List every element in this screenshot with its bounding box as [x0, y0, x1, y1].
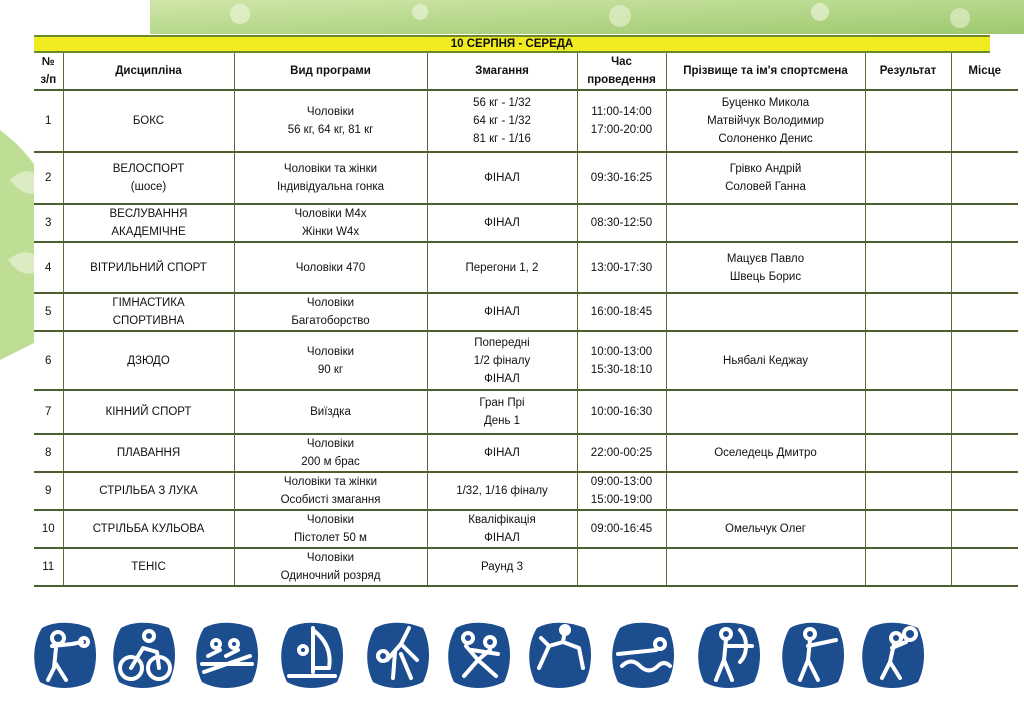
- cell-line: Буценко Микола: [721, 97, 810, 109]
- time-cell: [577, 152, 666, 204]
- athletes-cell: [666, 242, 865, 293]
- cell-line: Чоловіки: [306, 438, 355, 450]
- column-header: Час проведення: [577, 53, 666, 90]
- schedule-sheet: [34, 35, 1002, 587]
- event-cell: [427, 331, 577, 390]
- event-cell: [427, 242, 577, 293]
- event-cell: [427, 90, 577, 152]
- discipline-cell: [63, 293, 234, 331]
- time-cell: [577, 472, 666, 510]
- sailing-icon: [279, 620, 345, 690]
- time-cell: [577, 510, 666, 548]
- table-row: [34, 293, 1018, 331]
- cell-line: Ньябалі Кеджау: [723, 354, 808, 367]
- discipline-cell: [63, 390, 234, 434]
- event-cell: [427, 472, 577, 510]
- program-cell: [234, 472, 427, 510]
- result-cell: [865, 242, 951, 293]
- cell-line: Солоненко Денис: [718, 133, 813, 145]
- place-cell: [951, 293, 1018, 331]
- cell-line: Пістолет 50 м: [294, 532, 367, 544]
- result-cell: [865, 548, 951, 586]
- cell-line: 13:00-17:30: [590, 261, 653, 274]
- time-cell: [577, 548, 666, 586]
- time-cell: [577, 242, 666, 293]
- row-number: 4: [34, 242, 63, 293]
- event-cell: [427, 293, 577, 331]
- cell-line: 81 кг - 1/16: [473, 133, 531, 145]
- row-number: 1: [34, 90, 63, 152]
- cell-line: ТЕНІС: [131, 561, 166, 573]
- cell-line: ВЕЛОСПОРТ: [112, 163, 185, 175]
- cell-line: ФІНАЛ: [484, 217, 520, 229]
- time-cell: [577, 293, 666, 331]
- place-cell: [951, 434, 1018, 472]
- place-cell: [951, 90, 1018, 152]
- program-cell: [234, 331, 427, 390]
- cell-line: ВІТРИЛЬНИЙ СПОРТ: [90, 261, 207, 274]
- table-row: [34, 204, 1018, 242]
- cell-line: Виїздка: [310, 406, 351, 418]
- cell-line: СПОРТИВНА: [112, 315, 185, 327]
- table-row: [34, 152, 1018, 204]
- cell-line: Соловей Ганна: [725, 181, 806, 193]
- column-header: Дисципліна: [63, 53, 234, 90]
- result-cell: [865, 434, 951, 472]
- row-number: 5: [34, 293, 63, 331]
- cell-line: Чоловіки 470: [295, 261, 366, 274]
- cell-line: 15:00-19:00: [590, 494, 653, 506]
- program-cell: [234, 390, 427, 434]
- athletes-cell: [666, 204, 865, 242]
- cell-line: Одиночний розряд: [280, 570, 381, 582]
- place-cell: [951, 510, 1018, 548]
- cell-line: 56 кг, 64 кг, 81 кг: [287, 124, 374, 136]
- discipline-cell: [63, 204, 234, 242]
- table-row: [34, 548, 1018, 586]
- discipline-cell: [63, 90, 234, 152]
- event-cell: [427, 152, 577, 204]
- equestrian-icon: [527, 620, 593, 690]
- athletes-cell: [666, 434, 865, 472]
- cell-line: 56 кг - 1/32: [473, 97, 531, 109]
- table-row: [34, 472, 1018, 510]
- place-cell: [951, 204, 1018, 242]
- athletes-cell: [666, 390, 865, 434]
- cell-line: Швець Борис: [729, 270, 802, 283]
- result-cell: [865, 472, 951, 510]
- result-cell: [865, 293, 951, 331]
- cell-line: СТРІЛЬБА КУЛЬОВА: [92, 523, 205, 535]
- place-cell: [951, 242, 1018, 293]
- result-cell: [865, 510, 951, 548]
- athletes-cell: [666, 152, 865, 204]
- time-cell: [577, 331, 666, 390]
- cell-line: Чоловіки: [306, 297, 355, 309]
- result-cell: [865, 331, 951, 390]
- program-cell: [234, 510, 427, 548]
- cell-line: ФІНАЛ: [484, 172, 520, 184]
- cell-line: 17:00-20:00: [590, 124, 653, 136]
- table-row: [34, 390, 1018, 434]
- cell-line: ФІНАЛ: [484, 306, 520, 318]
- time-cell: [577, 90, 666, 152]
- cell-line: ГІМНАСТИКА: [112, 297, 185, 309]
- cell-line: ФІНАЛ: [484, 447, 520, 459]
- cell-line: 90 кг: [317, 363, 344, 376]
- archery-icon: [696, 620, 762, 690]
- cell-line: Чоловіки М4х: [294, 208, 367, 220]
- discipline-cell: [63, 242, 234, 293]
- program-cell: [234, 434, 427, 472]
- cell-line: День 1: [483, 415, 521, 427]
- time-cell: [577, 434, 666, 472]
- program-cell: [234, 293, 427, 331]
- schedule-table: [34, 53, 1018, 587]
- column-header: Вид програми: [234, 53, 427, 90]
- cell-line: 1/32, 1/16 фіналу: [456, 485, 548, 497]
- cell-line: Гран Прі: [479, 397, 525, 409]
- judo-icon: [446, 620, 512, 690]
- event-cell: [427, 390, 577, 434]
- cell-line: Чоловіки та жінки: [283, 163, 378, 175]
- discipline-cell: [63, 548, 234, 586]
- cell-line: Чоловіки: [306, 106, 355, 118]
- table-row: [34, 90, 1018, 152]
- program-cell: [234, 204, 427, 242]
- cell-line: Матвійчук Володимир: [707, 115, 824, 127]
- row-number: 6: [34, 331, 63, 390]
- place-cell: [951, 331, 1018, 390]
- event-cell: [427, 434, 577, 472]
- cell-line: Індивідуальна гонка: [276, 181, 385, 193]
- place-cell: [951, 472, 1018, 510]
- cell-line: 1/2 фіналу: [473, 354, 531, 367]
- cell-line: Чоловіки: [306, 345, 355, 358]
- result-cell: [865, 390, 951, 434]
- cell-line: Кваліфікація: [468, 514, 536, 526]
- table-row: [34, 434, 1018, 472]
- cell-line: 200 м брас: [301, 456, 360, 468]
- program-cell: [234, 242, 427, 293]
- cell-line: АКАДЕМІЧНЕ: [111, 226, 186, 238]
- cell-line: Мацуєв Павло: [726, 252, 805, 265]
- cell-line: ПЛАВАННЯ: [116, 447, 181, 459]
- table-header-row: [34, 53, 1018, 90]
- place-cell: [951, 548, 1018, 586]
- column-header: Прізвище та ім'я спортсмена: [666, 53, 865, 90]
- cell-line: Чоловіки: [306, 514, 355, 526]
- discipline-cell: [63, 434, 234, 472]
- date-header: 10 СЕРПНЯ - СЕРЕДА: [34, 35, 990, 53]
- athletes-cell: [666, 293, 865, 331]
- place-cell: [951, 152, 1018, 204]
- column-header: Місце: [951, 53, 1018, 90]
- table-row: [34, 242, 1018, 293]
- boxing-icon: [32, 620, 98, 690]
- place-cell: [951, 390, 1018, 434]
- cell-line: Багатоборство: [291, 315, 370, 327]
- shooting-icon: [780, 620, 846, 690]
- athletes-cell: [666, 510, 865, 548]
- cell-line: 09:00-16:45: [590, 523, 653, 535]
- cell-line: 64 кг - 1/32: [473, 115, 531, 127]
- result-cell: [865, 152, 951, 204]
- discipline-cell: [63, 472, 234, 510]
- time-cell: [577, 390, 666, 434]
- athletes-cell: [666, 331, 865, 390]
- row-number: 7: [34, 390, 63, 434]
- cell-line: БОКС: [132, 115, 165, 127]
- discipline-cell: [63, 152, 234, 204]
- result-cell: [865, 90, 951, 152]
- row-number: 11: [34, 548, 63, 586]
- row-number: 8: [34, 434, 63, 472]
- time-cell: [577, 204, 666, 242]
- cell-line: 15:30-18:10: [590, 363, 653, 376]
- program-cell: [234, 548, 427, 586]
- event-cell: [427, 204, 577, 242]
- discipline-cell: [63, 510, 234, 548]
- table-row: [34, 331, 1018, 390]
- row-number: 9: [34, 472, 63, 510]
- cell-line: Оселедець Дмитро: [714, 447, 817, 459]
- cell-line: 22:00-00:25: [590, 447, 653, 459]
- cell-line: (шосе): [130, 181, 167, 193]
- column-header: № з/п: [34, 53, 63, 90]
- cell-line: ДЗЮДО: [127, 354, 170, 367]
- cell-line: Чоловіки: [306, 552, 355, 564]
- result-cell: [865, 204, 951, 242]
- cell-line: 08:30-12:50: [590, 217, 653, 229]
- cell-line: Чоловіки та жінки: [283, 476, 378, 488]
- sport-pictograms: [32, 620, 992, 692]
- row-number: 2: [34, 152, 63, 204]
- cell-line: Жінки W4x: [301, 226, 360, 238]
- swimming-icon: [610, 620, 676, 690]
- cell-line: Омельчук Олег: [725, 523, 806, 535]
- athletes-cell: [666, 548, 865, 586]
- cell-line: Перегони 1, 2: [465, 261, 539, 274]
- rowing-icon: [194, 620, 260, 690]
- event-cell: [427, 510, 577, 548]
- cell-line: Раунд 3: [481, 561, 523, 573]
- row-number: 3: [34, 204, 63, 242]
- column-header: Результат: [865, 53, 951, 90]
- athletes-cell: [666, 472, 865, 510]
- cell-line: 11:00-14:00: [591, 106, 652, 118]
- discipline-cell: [63, 331, 234, 390]
- cell-line: ВЕСЛУВАННЯ: [109, 208, 188, 220]
- row-number: 10: [34, 510, 63, 548]
- cell-line: Особисті змагання: [280, 494, 381, 506]
- column-header: Змагання: [427, 53, 577, 90]
- program-cell: [234, 90, 427, 152]
- cell-line: ФІНАЛ: [484, 372, 520, 385]
- tennis-icon: [860, 620, 926, 690]
- cell-line: 16:00-18:45: [590, 306, 653, 318]
- table-row: [34, 510, 1018, 548]
- cell-line: ФІНАЛ: [484, 532, 520, 544]
- cell-line: 09:00-13:00: [590, 476, 653, 488]
- program-cell: [234, 152, 427, 204]
- event-cell: [427, 548, 577, 586]
- cell-line: КІННИЙ СПОРТ: [105, 406, 192, 418]
- cycling-road-icon: [111, 620, 177, 690]
- cell-line: СТРІЛЬБА З ЛУКА: [99, 485, 198, 497]
- athletes-cell: [666, 90, 865, 152]
- cell-line: Попередні: [474, 336, 530, 349]
- cell-line: 10:00-13:00: [590, 345, 653, 358]
- cell-line: 10:00-16:30: [590, 406, 653, 418]
- gymnastics-icon: [365, 620, 431, 690]
- cell-line: Грівко Андрій: [729, 163, 802, 175]
- cell-line: 09:30-16:25: [590, 172, 653, 184]
